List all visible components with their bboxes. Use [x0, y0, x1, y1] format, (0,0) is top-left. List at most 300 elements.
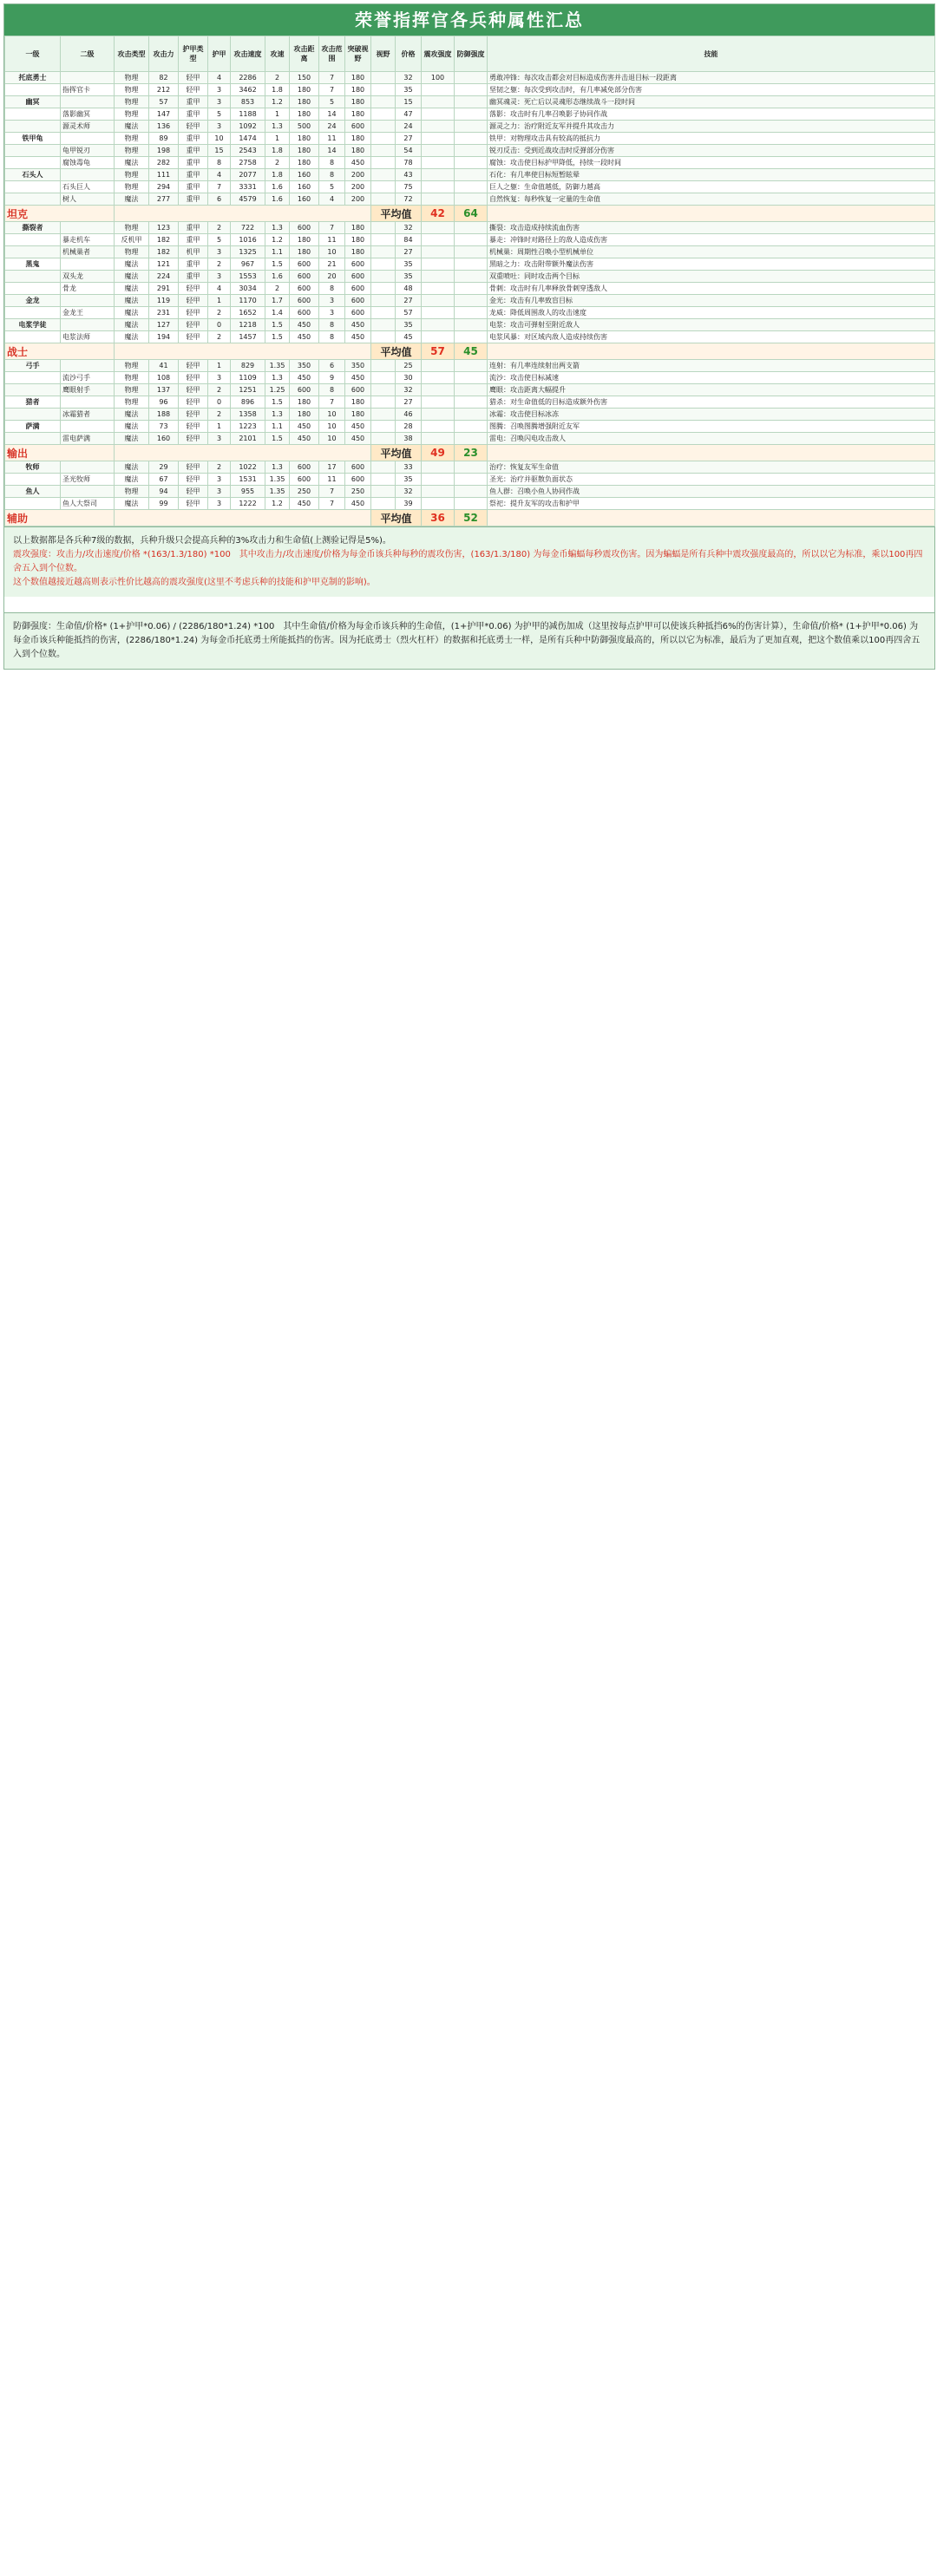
cell-spd: 1.35 — [265, 474, 290, 486]
cell-hp: 1223 — [231, 421, 265, 433]
cell-arm: 轻甲 — [179, 295, 208, 307]
table-row — [5, 307, 935, 319]
formula — [4, 612, 934, 669]
cell-atype: 魔法 — [115, 331, 149, 343]
cell-d — [455, 474, 488, 486]
cell-price: 32 — [396, 222, 422, 234]
cell-arm: 重甲 — [179, 96, 208, 108]
cell-vis: 10 — [319, 409, 345, 421]
cell-price: 27 — [396, 133, 422, 145]
cell-rng: 600 — [290, 295, 319, 307]
note-3: 这个数值越接近越高则表示性价比越高的震攻强度(这里不考虑兵种的技能和护甲克制的影响)。 — [13, 578, 376, 587]
cell-l1 — [5, 474, 61, 486]
cell-l2 — [61, 319, 115, 331]
cell-spd: 1.2 — [265, 96, 290, 108]
cell-price: 35 — [396, 319, 422, 331]
cell-hp: 1218 — [231, 319, 265, 331]
table-row — [5, 157, 935, 169]
cell-see: 450 — [345, 498, 371, 510]
cell-hp: 1188 — [231, 108, 265, 121]
cell-l1 — [5, 498, 61, 510]
cell-atk: 57 — [149, 96, 179, 108]
table-row — [5, 145, 935, 157]
cell-desc: 黑暗之力：攻击附带额外魔法伤害 — [488, 258, 935, 271]
cell-armv: 6 — [208, 193, 231, 206]
cell-arm: 机甲 — [179, 246, 208, 258]
section-avg-defense: 64 — [455, 206, 488, 222]
cell-l2 — [61, 486, 115, 498]
cell-rng: 180 — [290, 246, 319, 258]
table-row — [5, 181, 935, 193]
cell-spd: 1.3 — [265, 461, 290, 474]
cell-atype: 物理 — [115, 246, 149, 258]
cell-armv: 1 — [208, 360, 231, 372]
cell-atk: 182 — [149, 234, 179, 246]
header-cell: 视野 — [371, 36, 396, 72]
cell-desc: 双重喷吐：同时攻击两个目标 — [488, 271, 935, 283]
cell-desc: 连射：有几率连续射出两支箭 — [488, 360, 935, 372]
cell-d — [455, 319, 488, 331]
table-row — [5, 133, 935, 145]
cell-hp: 967 — [231, 258, 265, 271]
cell-l2: 腐蚀毒龟 — [61, 157, 115, 169]
section-avg-defense: 52 — [455, 510, 488, 526]
cell-vis: 8 — [319, 169, 345, 181]
unit-table — [4, 36, 935, 526]
cell-empty — [371, 96, 396, 108]
cell-see: 200 — [345, 181, 371, 193]
header-cell: 攻速 — [265, 36, 290, 72]
cell-see: 180 — [345, 108, 371, 121]
cell-arm: 重甲 — [179, 169, 208, 181]
cell-d — [455, 222, 488, 234]
cell-a — [422, 145, 455, 157]
table-row — [5, 474, 935, 486]
table-row — [5, 271, 935, 283]
cell-atk: 73 — [149, 421, 179, 433]
cell-arm: 轻甲 — [179, 319, 208, 331]
cell-hp: 1251 — [231, 384, 265, 396]
cell-desc: 落影：攻击时有几率召唤影子协同作战 — [488, 108, 935, 121]
cell-arm: 重甲 — [179, 258, 208, 271]
cell-price: 32 — [396, 384, 422, 396]
header-cell: 攻击力 — [149, 36, 179, 72]
cell-atype: 物理 — [115, 108, 149, 121]
cell-vis: 24 — [319, 121, 345, 133]
cell-a — [422, 360, 455, 372]
cell-a — [422, 421, 455, 433]
cell-see: 450 — [345, 157, 371, 169]
cell-l1: 弓手 — [5, 360, 61, 372]
cell-armv: 3 — [208, 474, 231, 486]
cell-l2 — [61, 72, 115, 84]
cell-see: 450 — [345, 421, 371, 433]
cell-rng: 180 — [290, 157, 319, 169]
cell-spd: 1.5 — [265, 319, 290, 331]
cell-see: 180 — [345, 133, 371, 145]
cell-rng: 450 — [290, 331, 319, 343]
cell-see: 180 — [345, 234, 371, 246]
cell-d — [455, 246, 488, 258]
cell-armv: 15 — [208, 145, 231, 157]
cell-l2: 落影幽冥 — [61, 108, 115, 121]
cell-a — [422, 271, 455, 283]
cell-atype: 魔法 — [115, 271, 149, 283]
cell-l2 — [61, 96, 115, 108]
cell-d — [455, 181, 488, 193]
cell-empty — [371, 121, 396, 133]
cell-desc: 冰霜：攻击使目标冰冻 — [488, 409, 935, 421]
cell-vis: 7 — [319, 84, 345, 96]
cell-armv: 4 — [208, 283, 231, 295]
cell-a — [422, 157, 455, 169]
cell-price: 78 — [396, 157, 422, 169]
header-cell: 震攻强度 — [422, 36, 455, 72]
cell-atype: 物理 — [115, 72, 149, 84]
cell-arm: 轻甲 — [179, 409, 208, 421]
cell-l2 — [61, 133, 115, 145]
section-avg-attack: 57 — [422, 343, 455, 360]
table-row — [5, 246, 935, 258]
cell-atype: 魔法 — [115, 193, 149, 206]
cell-price: 27 — [396, 396, 422, 409]
cell-price: 28 — [396, 421, 422, 433]
cell-vis: 14 — [319, 145, 345, 157]
cell-rng: 450 — [290, 319, 319, 331]
cell-arm: 轻甲 — [179, 421, 208, 433]
table-row — [5, 372, 935, 384]
cell-see: 180 — [345, 72, 371, 84]
cell-l1: 猎者 — [5, 396, 61, 409]
cell-rng: 180 — [290, 396, 319, 409]
cell-armv: 4 — [208, 169, 231, 181]
cell-empty — [371, 193, 396, 206]
cell-hp: 1652 — [231, 307, 265, 319]
cell-d — [455, 283, 488, 295]
cell-atk: 123 — [149, 222, 179, 234]
cell-empty — [371, 396, 396, 409]
cell-d — [455, 72, 488, 84]
cell-see: 450 — [345, 331, 371, 343]
table-row — [5, 84, 935, 96]
cell-arm: 重甲 — [179, 234, 208, 246]
cell-a — [422, 84, 455, 96]
table-row — [5, 108, 935, 121]
cell-vis: 5 — [319, 96, 345, 108]
cell-atk: 282 — [149, 157, 179, 169]
cell-vis: 10 — [319, 421, 345, 433]
cell-price: 25 — [396, 360, 422, 372]
cell-atk: 182 — [149, 246, 179, 258]
cell-empty — [371, 271, 396, 283]
cell-l2: 流沙弓手 — [61, 372, 115, 384]
cell-spd: 1.2 — [265, 234, 290, 246]
cell-a — [422, 193, 455, 206]
cell-atype: 魔法 — [115, 319, 149, 331]
cell-arm: 重甲 — [179, 271, 208, 283]
cell-spd: 1.3 — [265, 222, 290, 234]
cell-empty — [371, 84, 396, 96]
cell-rng: 600 — [290, 258, 319, 271]
section-row — [5, 510, 935, 526]
cell-desc: 坚韧之躯：每次受到攻击时，有几率减免部分伤害 — [488, 84, 935, 96]
cell-armv: 2 — [208, 307, 231, 319]
cell-spd: 1.6 — [265, 181, 290, 193]
cell-vis: 7 — [319, 72, 345, 84]
cell-armv: 2 — [208, 331, 231, 343]
cell-spd: 1.1 — [265, 246, 290, 258]
cell-arm: 轻甲 — [179, 461, 208, 474]
cell-atype: 物理 — [115, 222, 149, 234]
cell-l2: 金龙王 — [61, 307, 115, 319]
cell-see: 180 — [345, 96, 371, 108]
cell-d — [455, 133, 488, 145]
cell-empty — [371, 409, 396, 421]
cell-armv: 3 — [208, 121, 231, 133]
cell-arm: 重甲 — [179, 145, 208, 157]
cell-desc: 龙威：降低周围敌人的攻击速度 — [488, 307, 935, 319]
cell-desc: 暴走：冲锋时对路径上的敌人造成伤害 — [488, 234, 935, 246]
cell-atype: 反机甲 — [115, 234, 149, 246]
cell-a — [422, 486, 455, 498]
cell-l1: 铁甲龟 — [5, 133, 61, 145]
cell-atype: 魔法 — [115, 258, 149, 271]
cell-l1 — [5, 409, 61, 421]
cell-price: 27 — [396, 246, 422, 258]
cell-atk: 108 — [149, 372, 179, 384]
cell-l2 — [61, 222, 115, 234]
cell-see: 600 — [345, 307, 371, 319]
cell-price: 32 — [396, 486, 422, 498]
table-row — [5, 421, 935, 433]
table-row — [5, 295, 935, 307]
cell-hp: 896 — [231, 396, 265, 409]
cell-atk: 67 — [149, 474, 179, 486]
table-row — [5, 409, 935, 421]
cell-empty — [371, 421, 396, 433]
cell-empty — [371, 474, 396, 486]
cell-desc: 圣光：治疗并驱散负面状态 — [488, 474, 935, 486]
cell-empty — [371, 145, 396, 157]
cell-l2 — [61, 295, 115, 307]
cell-hp: 1170 — [231, 295, 265, 307]
cell-d — [455, 409, 488, 421]
cell-hp: 1457 — [231, 331, 265, 343]
cell-atk: 96 — [149, 396, 179, 409]
cell-l2 — [61, 169, 115, 181]
cell-price: 48 — [396, 283, 422, 295]
cell-armv: 2 — [208, 384, 231, 396]
cell-l2 — [61, 258, 115, 271]
cell-d — [455, 84, 488, 96]
cell-spd: 1.25 — [265, 384, 290, 396]
cell-arm: 轻甲 — [179, 396, 208, 409]
cell-see: 450 — [345, 319, 371, 331]
cell-l1: 托底勇士 — [5, 72, 61, 84]
cell-hp: 1531 — [231, 474, 265, 486]
cell-atype: 魔法 — [115, 461, 149, 474]
cell-empty — [371, 319, 396, 331]
cell-hp: 1358 — [231, 409, 265, 421]
table-row — [5, 121, 935, 133]
cell-see: 180 — [345, 145, 371, 157]
cell-hp: 2077 — [231, 169, 265, 181]
cell-desc: 铁甲：对物理攻击具有较高的抵抗力 — [488, 133, 935, 145]
section-name: 战士 — [5, 343, 115, 360]
cell-hp: 4579 — [231, 193, 265, 206]
cell-rng: 180 — [290, 84, 319, 96]
cell-price: 45 — [396, 331, 422, 343]
cell-empty — [371, 295, 396, 307]
cell-armv: 0 — [208, 396, 231, 409]
cell-rng: 600 — [290, 271, 319, 283]
cell-a — [422, 433, 455, 445]
cell-atk: 212 — [149, 84, 179, 96]
cell-d — [455, 384, 488, 396]
cell-atk: 121 — [149, 258, 179, 271]
cell-d — [455, 307, 488, 319]
table-header — [5, 36, 935, 72]
cell-desc: 金光：攻击有几率致盲目标 — [488, 295, 935, 307]
cell-l2: 雷电萨满 — [61, 433, 115, 445]
cell-atype: 物理 — [115, 169, 149, 181]
section-row — [5, 206, 935, 222]
cell-atk: 231 — [149, 307, 179, 319]
section-row — [5, 343, 935, 360]
cell-d — [455, 372, 488, 384]
cell-desc: 祭祀：提升友军的攻击和护甲 — [488, 498, 935, 510]
cell-desc: 骨刺：攻击时有几率释放骨刺穿透敌人 — [488, 283, 935, 295]
table-row — [5, 283, 935, 295]
cell-atype: 物理 — [115, 486, 149, 498]
cell-desc: 流沙：攻击使目标减速 — [488, 372, 935, 384]
cell-d — [455, 421, 488, 433]
header-cell: 一级 — [5, 36, 61, 72]
cell-hp: 3034 — [231, 283, 265, 295]
cell-armv: 5 — [208, 234, 231, 246]
cell-l2: 冰霜猎者 — [61, 409, 115, 421]
cell-atk: 147 — [149, 108, 179, 121]
cell-see: 600 — [345, 258, 371, 271]
cell-a — [422, 461, 455, 474]
cell-arm: 轻甲 — [179, 283, 208, 295]
cell-empty — [371, 486, 396, 498]
cell-desc: 图腾：召唤图腾增强附近友军 — [488, 421, 935, 433]
table-body — [5, 72, 935, 526]
cell-desc: 电浆：攻击可弹射至附近敌人 — [488, 319, 935, 331]
cell-arm: 轻甲 — [179, 121, 208, 133]
cell-desc: 撕裂：攻击造成持续流血伤害 — [488, 222, 935, 234]
cell-d — [455, 145, 488, 157]
cell-desc: 猎杀：对生命值低的目标造成额外伤害 — [488, 396, 935, 409]
cell-price: 15 — [396, 96, 422, 108]
cell-rng: 180 — [290, 409, 319, 421]
cell-desc: 电浆风暴：对区域内敌人造成持续伤害 — [488, 331, 935, 343]
cell-hp: 1474 — [231, 133, 265, 145]
cell-price: 46 — [396, 409, 422, 421]
header-cell: 二级 — [61, 36, 115, 72]
cell-price: 32 — [396, 72, 422, 84]
cell-atype: 物理 — [115, 384, 149, 396]
cell-vis: 17 — [319, 461, 345, 474]
cell-armv: 2 — [208, 222, 231, 234]
cell-l2 — [61, 421, 115, 433]
table-row — [5, 72, 935, 84]
cell-l1 — [5, 193, 61, 206]
cell-d — [455, 461, 488, 474]
cell-rng: 450 — [290, 498, 319, 510]
cell-vis: 3 — [319, 307, 345, 319]
cell-empty — [371, 461, 396, 474]
cell-rng: 250 — [290, 486, 319, 498]
cell-atype: 物理 — [115, 181, 149, 193]
cell-atk: 291 — [149, 283, 179, 295]
cell-spd: 1.8 — [265, 84, 290, 96]
cell-vis: 3 — [319, 295, 345, 307]
cell-hp: 1325 — [231, 246, 265, 258]
cell-spd: 1.8 — [265, 169, 290, 181]
header-cell: 价格 — [396, 36, 422, 72]
table-row — [5, 433, 935, 445]
cell-price: 84 — [396, 234, 422, 246]
cell-atk: 119 — [149, 295, 179, 307]
cell-l1 — [5, 307, 61, 319]
cell-d — [455, 121, 488, 133]
cell-rng: 450 — [290, 433, 319, 445]
cell-a — [422, 133, 455, 145]
cell-armv: 1 — [208, 295, 231, 307]
table-row — [5, 319, 935, 331]
header-cell: 攻击速度 — [231, 36, 265, 72]
cell-arm: 重甲 — [179, 181, 208, 193]
cell-empty — [371, 234, 396, 246]
cell-price: 57 — [396, 307, 422, 319]
cell-armv: 10 — [208, 133, 231, 145]
cell-see: 180 — [345, 84, 371, 96]
cell-vis: 11 — [319, 133, 345, 145]
cell-empty — [371, 133, 396, 145]
cell-d — [455, 193, 488, 206]
cell-hp: 853 — [231, 96, 265, 108]
cell-atk: 127 — [149, 319, 179, 331]
cell-desc: 鱼人群：召唤小鱼人协同作战 — [488, 486, 935, 498]
cell-l1: 石头人 — [5, 169, 61, 181]
cell-rng: 180 — [290, 234, 319, 246]
cell-empty — [371, 283, 396, 295]
cell-price: 72 — [396, 193, 422, 206]
cell-see: 600 — [345, 384, 371, 396]
cell-d — [455, 295, 488, 307]
table-row — [5, 331, 935, 343]
cell-arm: 重甲 — [179, 193, 208, 206]
cell-armv: 3 — [208, 271, 231, 283]
cell-d — [455, 360, 488, 372]
cell-atype: 魔法 — [115, 474, 149, 486]
cell-arm: 轻甲 — [179, 307, 208, 319]
cell-empty — [371, 157, 396, 169]
cell-spd: 1.8 — [265, 145, 290, 157]
cell-see: 600 — [345, 295, 371, 307]
cell-empty — [371, 433, 396, 445]
cell-price: 30 — [396, 372, 422, 384]
cell-l1: 电浆学徒 — [5, 319, 61, 331]
cell-empty — [371, 360, 396, 372]
cell-atype: 魔法 — [115, 433, 149, 445]
cell-vis: 8 — [319, 331, 345, 343]
page — [3, 3, 935, 670]
cell-empty — [371, 372, 396, 384]
table-row — [5, 169, 935, 181]
